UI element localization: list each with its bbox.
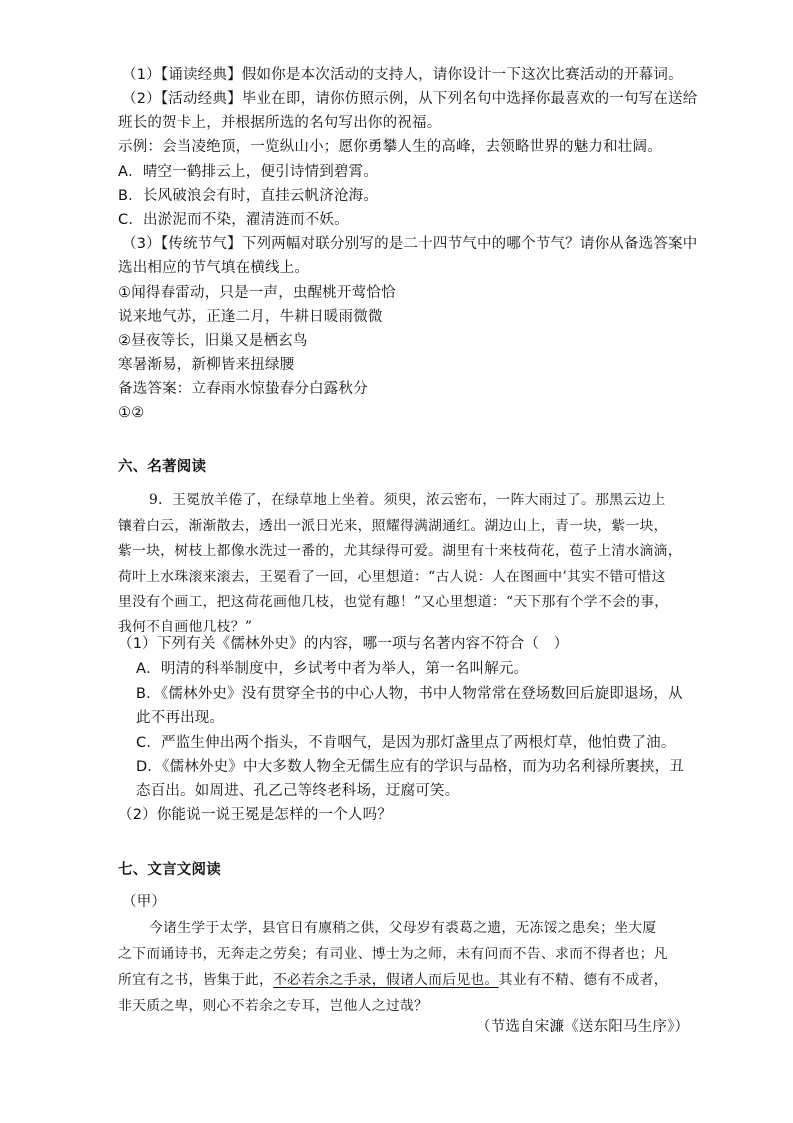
question-3-line-2: 选出相应的节气填在横线上。 xyxy=(118,260,310,276)
question-2-line-1: （2）【活动经典】毕业在即，请你仿照示例，从下列名句中选择你最喜欢的一句写在送给 xyxy=(122,91,698,107)
passage-line-4: 荷叶上水珠滚来滚去，王冕看了一回，心里想道：“古人说：人在图画中’其实不错可惜这 xyxy=(118,569,666,585)
classical-line-2: 之下而诵诗书，无奔走之劳矣；有司业、博士为之师，未有问而不告、求而不得者也；凡 xyxy=(118,946,668,962)
section-6-option-b-line-1: B．《儒林外史》没有贯穿全书的中心人物，书中人物常常在登场数回后旋即退场，从 xyxy=(136,686,683,702)
question-3-line-1: （3）【传统节气】下列两幅对联分别写的是二十四节气中的哪个节气？请你从备选答案中 xyxy=(122,236,698,252)
classical-line-3 xyxy=(118,969,668,991)
passage-line-2: 镶着白云，渐渐散去，透出一派日光来，照耀得满湖通红。湖边山上，青一块，紫一块， xyxy=(118,518,668,534)
passage-line-5: 里没有个画工，把这荷花画他几枝，也觉有趣！”又心里想道：“天下那有个学不会的事， xyxy=(118,594,669,610)
question-1: （1）【诵读经典】假如你是本次活动的支持人，请你设计一下这次比赛活动的开幕词。 xyxy=(122,67,683,83)
couplet-2-lower: 寒暑渐易，新柳皆来扭绿腰 xyxy=(118,357,295,373)
classical-line-1: 今诸生学于太学，县官日有廪稍之供，父母岁有裘葛之遗，无冻馁之患矣；坐大厦 xyxy=(149,920,657,936)
option-b: B．长风破浪会有时，直挂云帆济沧海。 xyxy=(118,188,379,204)
option-a: A．晴空一鹤排云上，便引诗情到碧霄。 xyxy=(118,164,379,180)
couplet-1-lower: 说来地气苏，正逢二月，牛耕日暖雨微微 xyxy=(118,309,383,325)
classical-line-3-end: 其业有不精、德有不成者， xyxy=(498,972,668,988)
section-6-question-2: （2）你能说一说王冕是怎样的一个人吗？ xyxy=(118,807,393,823)
section-6-option-a: A．明清的科举制度中，乡试考中者为举人，第一名叫解元。 xyxy=(136,661,529,677)
section-6-option-c: C．严监生伸出两个指头，不肯咽气，是因为那灯盏里点了两根灯草，他怕费了油。 xyxy=(136,735,676,751)
passage-label: （甲） xyxy=(122,894,167,910)
underlined-sentence: 不必若余之手录，假诸人而后见也。 xyxy=(273,972,499,988)
classical-line-3-start: 所宜有之书，皆集于此， xyxy=(118,972,274,988)
example-text: 示例：会当凌绝顶，一览纵山小；愿你勇攀人生的高峰，去领略世界的魅力和壮阔。 xyxy=(118,139,662,155)
section-6-option-d-line-1: D．《儒林外史》中大多数人物全无儒生应有的学识与品格，而为功名利禄所裹挟，丑 xyxy=(136,759,685,775)
passage-line-6: 我何不自画他几枝？” xyxy=(118,619,253,635)
section-6-option-d-line-2: 态百出。如周进、孔乙己等终老科场，迂腐可笑。 xyxy=(136,783,460,799)
classical-line-4: 非天质之卑，则心不若余之专耳，岂他人之过哉？ xyxy=(118,998,429,1014)
option-c: C．出淤泥而不染，濯清涟而不妖。 xyxy=(118,212,349,228)
section-6-title: 六、名著阅读 xyxy=(118,459,207,475)
section-7-title: 七、文言文阅读 xyxy=(118,862,221,878)
passage-line-1: 9．王冕放羊倦了，在绿草地上坐着。须臾，浓云密布，一阵大雨过了。那黑云边上 xyxy=(149,492,666,508)
couplet-1-upper: ①闻得春雷动，只是一声，虫醒桃开莺恰恰 xyxy=(118,285,396,301)
section-6-option-b-line-2: 此不再出现。 xyxy=(136,710,225,726)
answer-choices: 备选答案：立春雨水惊蛰春分白露秋分 xyxy=(118,381,368,397)
question-2-line-2: 班长的贺卡上，并根据所选的名句写出你的祝福。 xyxy=(118,115,442,131)
section-6-question-1: （1）下列有关《儒林外史》的内容，哪一项与名著内容不符合（ ） xyxy=(118,636,569,652)
source-citation: （节选自宋濂《送东阳马生序》） xyxy=(476,1019,690,1035)
couplet-2-upper: ②昼夜等长，旧巢又是栖玄鸟 xyxy=(118,333,308,349)
answer-blanks: ①② xyxy=(118,405,145,421)
passage-line-3: 紫一块，树枝上都像水洗过一番的，尤其绿得可爱。湖里有十来枝荷花，苞子上清水滴滴， xyxy=(118,543,682,559)
